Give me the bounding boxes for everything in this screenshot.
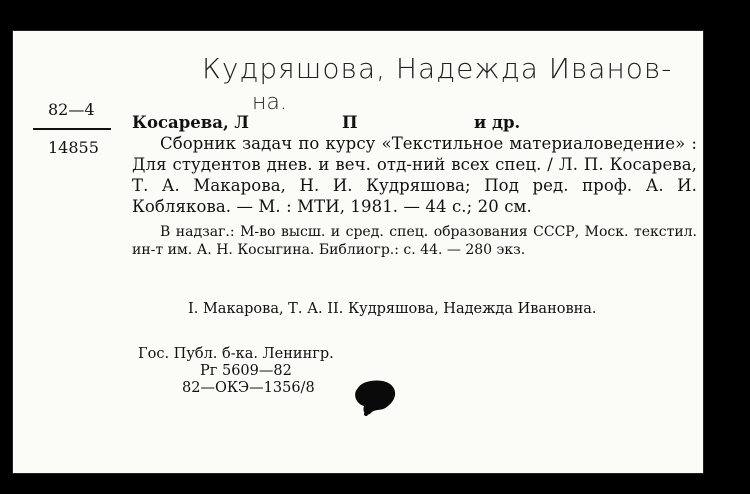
registration-number: Рг 5609—82 bbox=[200, 363, 292, 379]
bibliographic-description: Сборник задач по курсу «Текстильное материаловедение» : Для студентов днев. и веч. отд-ний всех спец. / Л. П. Косарева, Т. А. Макарова, Н. И. Кудряшова; Под ред. проф. А. И. Коблякова. — М. : МТИ, 1981. — 44 с.; 20 см. bbox=[132, 134, 697, 216]
ink-stamp-blot bbox=[352, 378, 398, 416]
heading-line bbox=[132, 112, 697, 133]
index-divider bbox=[33, 128, 111, 130]
heading-initial: П bbox=[342, 113, 358, 132]
library-imprint bbox=[138, 346, 334, 397]
handwritten-name-line-2: на. bbox=[252, 90, 287, 115]
library-name: Гос. Публ. б-ка. Ленингр. bbox=[138, 346, 334, 362]
card-number: 82—ОКЭ—1356/8 bbox=[182, 380, 315, 396]
tracings: I. Макарова, Т. А. II. Кудряшова, Надежда Ивановна. bbox=[188, 301, 597, 317]
main-entry bbox=[132, 112, 697, 259]
handwritten-name-line-1: Кудряшова, Надежда Иванов- bbox=[202, 52, 673, 85]
accession-number: 14855 bbox=[48, 138, 99, 157]
catalog-card bbox=[12, 30, 704, 474]
heading-etal: и др. bbox=[474, 113, 521, 132]
heading-author: Косарева, Л bbox=[132, 113, 250, 132]
classification-index: 82—4 bbox=[48, 100, 95, 119]
notes: В надзаг.: М-во высш. и сред. спец. образования СССР, Моск. текстил. ин-т им. А. Н. Косыгина. Библиогр.: с. 44. — 280 экз. bbox=[132, 224, 697, 258]
